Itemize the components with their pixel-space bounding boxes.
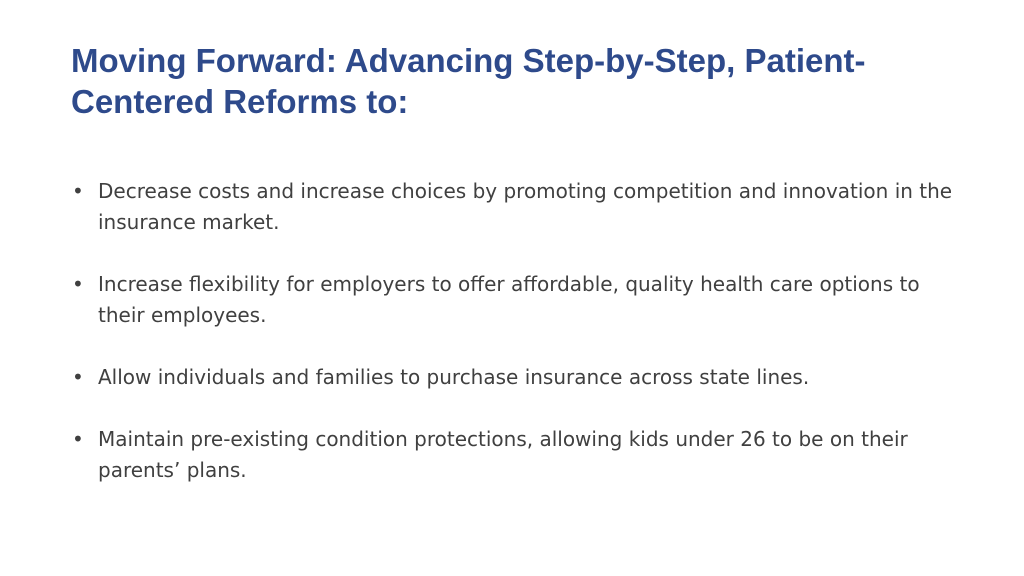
bullet-dot-icon: • [72,272,84,296]
bullet-item [72,269,972,331]
bullet-text: Allow individuals and families to purchase insurance across state lines. [98,365,810,389]
slide-title: Moving Forward: Advancing Step-by-Step, Patient-Centered Reforms to: [71,42,866,120]
bullet-list [72,176,972,517]
bullet-dot-icon: • [72,179,84,203]
bullet-item [72,424,972,486]
bullet-dot-icon: • [72,427,84,451]
bullet-item [72,176,972,238]
bullet-text: Decrease costs and increase choices by promoting competition and innovation in the insurance market. [98,179,953,234]
bullet-text: Increase flexibility for employers to offer affordable, quality health care options to their employees. [98,272,920,327]
bullet-dot-icon: • [72,365,84,389]
bullet-item [72,362,972,393]
bullet-text: Maintain pre-existing condition protections, allowing kids under 26 to be on their parents’ plans. [98,427,908,482]
